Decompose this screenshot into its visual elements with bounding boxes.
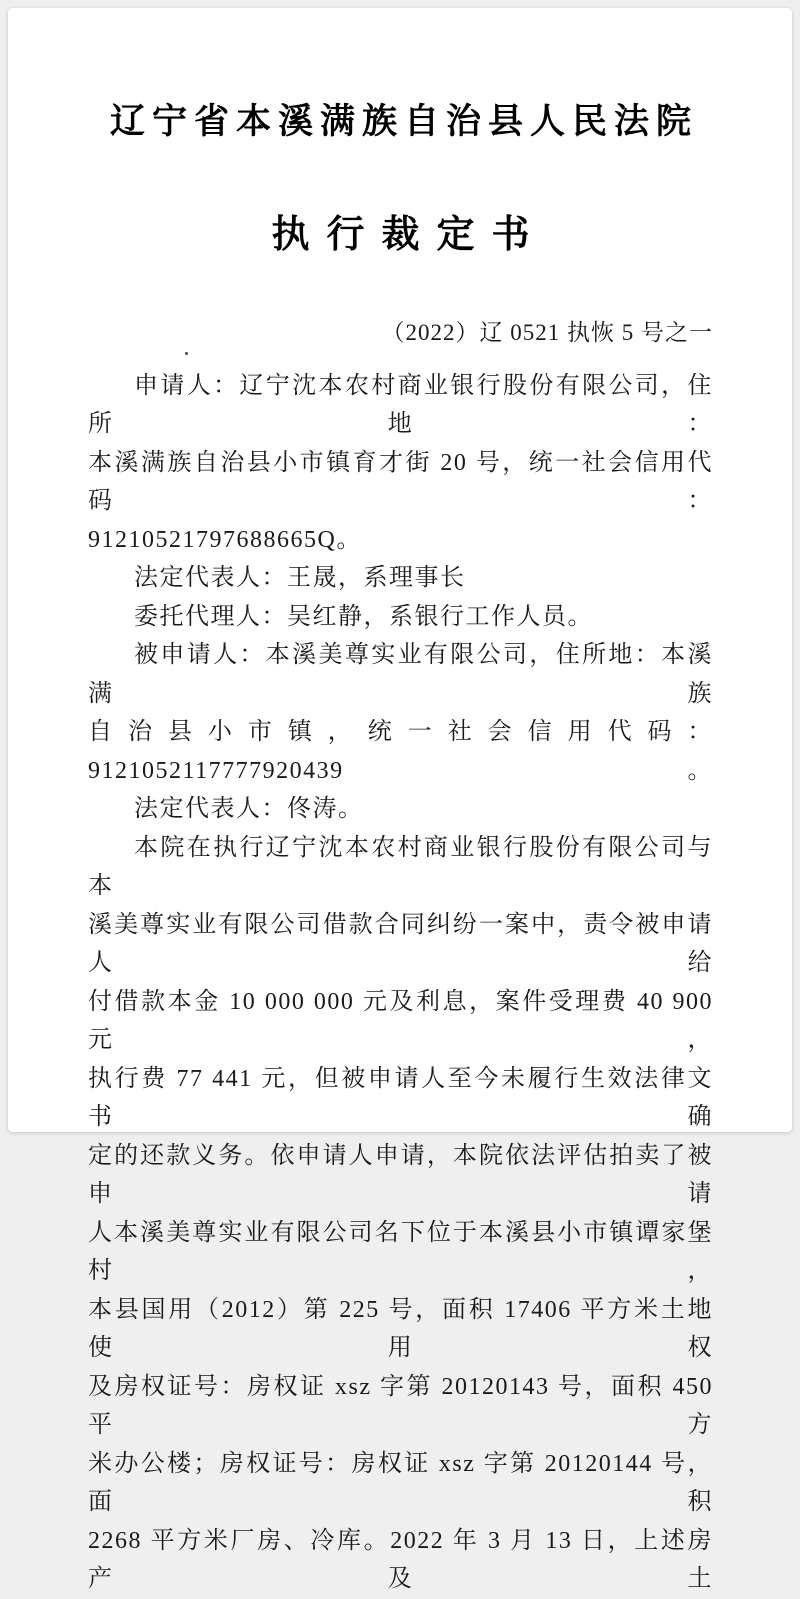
scan-noise-dot (185, 352, 188, 355)
document-title: 执行裁定书 (271, 214, 547, 256)
document-line: 定的还款义务。依申请人申请，本院依法评估拍卖了被申请 (88, 1142, 713, 1207)
document-line: 本院在执行辽宁沈本农村商业银行股份有限公司与本 (88, 834, 713, 899)
document-line: 付借款本金 10 000 000 元及利息，案件受理费 40 900 元， (88, 988, 713, 1053)
document-line: 申请人：辽宁沈本农村商业银行股份有限公司，住所地： (88, 372, 713, 437)
document-line: 委托代理人：吴红静，系银行工作人员。 (134, 603, 593, 630)
document-line: 溪美尊实业有限公司借款合同纠纷一案中，责令被申请人给 (88, 911, 713, 976)
document-line: 法定代表人：佟涛。 (134, 796, 364, 822)
document-page (8, 8, 792, 1592)
document-line: 91210521797688665Q。 (88, 526, 362, 553)
document-line: 本县国用（2012）第 225 号，面积 17406 平方米土地使用权 (88, 1296, 713, 1361)
document-line: 2268 平方米厂房、冷库。2022 年 3 月 13 日，上述房产及土 (88, 1527, 713, 1592)
document-line: 本溪满族自治县小市镇育才街 20 号，统一社会信用代码： (88, 449, 713, 514)
document-line: 被申请人：本溪美尊实业有限公司，住所地：本溪满族 (88, 642, 713, 707)
document-line: 法定代表人：王晟，系理事长 (134, 565, 466, 591)
document-line: 执行费 77 441 元，但被申请人至今未履行生效法律文书确 (88, 1065, 713, 1130)
document-line: 人本溪美尊实业有限公司名下位于本溪县小市镇谭家堡村， (88, 1219, 713, 1284)
document-line: 米办公楼；房权证号：房权证 xsz 字第 20120144 号，面积 (88, 1450, 713, 1515)
document-body (88, 367, 713, 1599)
document-line: 及房权证号：房权证 xsz 字第 20120143 号，面积 450 平方 (88, 1373, 713, 1438)
document-content (8, 8, 792, 1599)
court-name-heading: 辽宁省本溪满族自治县人民法院 (109, 102, 698, 141)
document-line: 自治县小市镇，统一社会信用代码：9121052117777920439。 (88, 719, 713, 784)
case-number: （2022）辽 0521 执恢 5 号之一 (381, 320, 713, 345)
